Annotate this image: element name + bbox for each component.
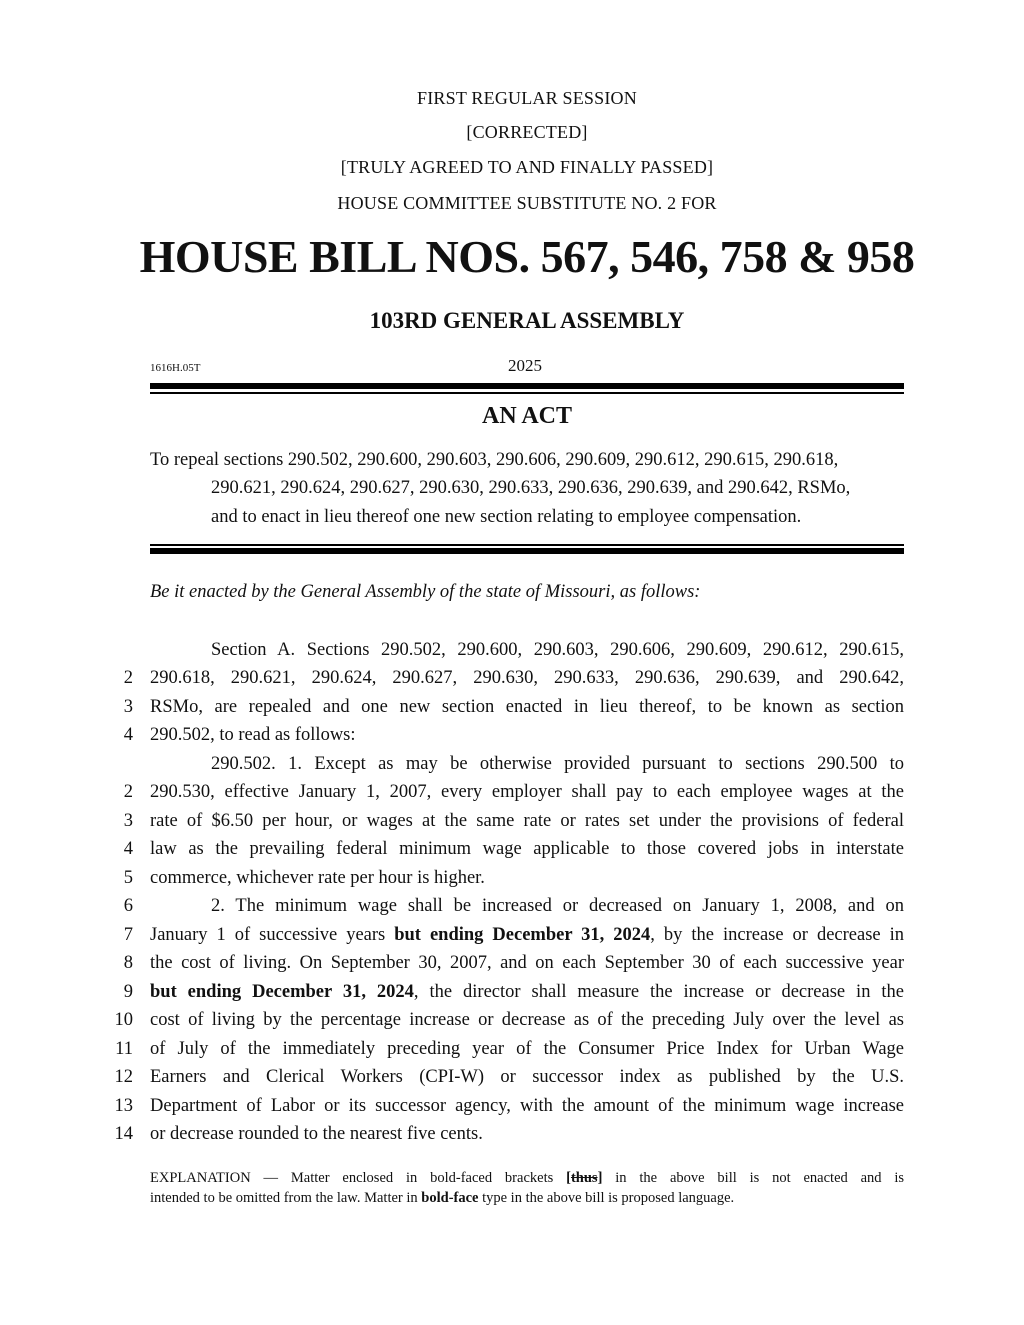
header-rule-thick (150, 383, 904, 389)
bill-title: HOUSE BILL NOS. 567, 546, 758 & 958 (139, 231, 915, 282)
section-line: 290.502. 1. Except as may be otherwise provided pursuant to sections 290.500 to (211, 754, 904, 774)
assembly-label: 103RD GENERAL ASSEMBLY (369, 308, 685, 333)
line-text: January 1 of successive years (150, 925, 395, 945)
explanation-text: in the above bill is not enacted and is (615, 1170, 905, 1186)
section-line (150, 925, 904, 946)
struck-example: thus (570, 1170, 598, 1186)
substitute-label: HOUSE COMMITTEE SUBSTITUTE NO. 2 FOR (337, 193, 717, 213)
section-line: Department of Labor or its successor agency, with the amount of the minimum wage increase (150, 1096, 904, 1116)
bold-amendment: but ending December 31, 2024 (150, 982, 414, 1002)
status-label: [TRULY AGREED TO AND FINALLY PASSED] (340, 157, 714, 177)
section-line: cost of living by the percentage increase or decrease as of the preceding July over the level as (150, 1010, 904, 1030)
line-number: 2 (123, 668, 133, 688)
explanation-text: Matter enclosed in bold-faced brackets (290, 1170, 554, 1186)
section-line: Earners and Clerical Workers (CPI-W) or successor index as published by the U.S. (150, 1067, 904, 1087)
session-year: 2025 (508, 356, 542, 375)
line-number: 10 (114, 1010, 133, 1030)
bold-amendment: but ending December 31, 2024 (394, 925, 651, 945)
section-a-line: RSMo, are repealed and one new section enacted in lieu thereof, to be known as section (150, 697, 904, 717)
line-number: 5 (123, 868, 133, 888)
section-a-line: 290.618, 290.621, 290.624, 290.627, 290.630, 290.633, 290.636, 290.639, and 290.642, (150, 668, 904, 688)
section-a-line: 290.502, to read as follows: (150, 725, 356, 745)
enacting-clause: Be it enacted by the General Assembly of the state of Missouri, as follows: (150, 582, 701, 602)
section-line (150, 982, 904, 1003)
section-line: or decrease rounded to the nearest five cents. (150, 1124, 483, 1144)
line-number: 9 (123, 982, 133, 1002)
section-line: 2. The minimum wage shall be increased or decreased on January 1, 2008, and on (211, 896, 904, 916)
line-number: 4 (123, 839, 133, 859)
explanation-text: type in the above bill is proposed language. (482, 1190, 735, 1206)
explanation-line (150, 1170, 904, 1187)
section-line: law as the prevailing federal minimum wage applicable to those covered jobs in interstate (150, 839, 904, 859)
section-line: rate of $6.50 per hour, or wages at the same rate or rates set under the provisions of federal (150, 811, 904, 831)
act-rule-thin (150, 544, 904, 546)
section-line: commerce, whichever rate per hour is higher. (150, 868, 485, 888)
section-a-line: Section A. Sections 290.502, 290.600, 290.603, 290.606, 290.609, 290.612, 290.615, (211, 640, 904, 660)
line-number: 13 (114, 1096, 133, 1116)
corrected-label: [CORRECTED] (466, 122, 588, 142)
session-label: FIRST REGULAR SESSION (417, 88, 637, 108)
line-number: 3 (123, 811, 133, 831)
bracket-close: ] (597, 1170, 603, 1186)
line-text: , by the increase or decrease in (650, 925, 904, 945)
line-number: 2 (123, 782, 133, 802)
section-line: the cost of living. On September 30, 2007, and on each September 30 of each successive year (150, 953, 904, 973)
explanation-label: EXPLANATION (150, 1170, 251, 1186)
explanation-line (150, 1190, 904, 1207)
line-number: 11 (115, 1039, 133, 1059)
line-number: 14 (114, 1124, 133, 1144)
act-heading: AN ACT (481, 403, 572, 429)
line-text: , the director shall measure the increase or decrease in the (413, 982, 904, 1002)
line-number: 12 (114, 1067, 133, 1087)
act-title-line: To repeal sections 290.502, 290.600, 290.603, 290.606, 290.609, 290.612, 290.615, 290.618, (150, 450, 839, 470)
header-rule-thin (150, 392, 904, 394)
bracket-open: [ (566, 1170, 571, 1186)
section-line: of July of the immediately preceding year of the Consumer Price Index for Urban Wage (150, 1039, 904, 1059)
lr-number: 1616H.05T (150, 362, 201, 374)
bold-example: bold-face (421, 1190, 479, 1206)
line-number: 3 (123, 697, 133, 717)
explanation-text: intended to be omitted from the law. Matter in (150, 1190, 418, 1206)
explanation-dash: — (263, 1170, 279, 1186)
act-title-line: 290.621, 290.624, 290.627, 290.630, 290.633, 290.636, 290.639, and 290.642, RSMo, (211, 478, 851, 498)
act-title-line: and to enact in lieu thereof one new section relating to employee compensation. (211, 507, 802, 527)
act-rule-thick (150, 548, 904, 554)
line-number: 6 (123, 896, 133, 916)
section-line: 290.530, effective January 1, 2007, every employer shall pay to each employee wages at the (150, 782, 904, 802)
line-number: 4 (123, 725, 133, 745)
line-number: 8 (123, 953, 133, 973)
line-number: 7 (123, 925, 133, 945)
